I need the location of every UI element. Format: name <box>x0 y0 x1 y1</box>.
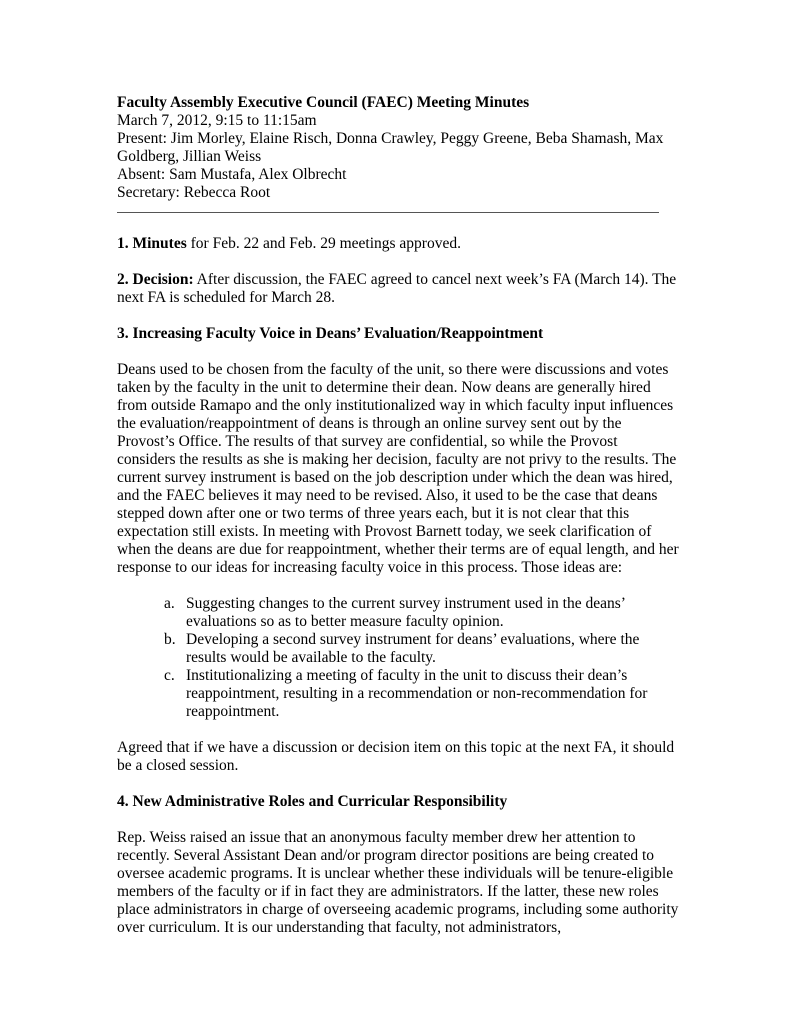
list-marker: c. <box>164 667 175 684</box>
section-heading-administrative-roles: 4. New Administrative Roles and Curricular Responsibility <box>117 793 508 810</box>
section-heading-deans-evaluation: 3. Increasing Faculty Voice in Deans’ Evaluation/Reappointment <box>117 325 544 342</box>
list-item-text: Developing a second survey instrument for deans’ evaluations, where the results would be available to the faculty. <box>186 631 640 666</box>
item-minutes-text: for Feb. 22 and Feb. 29 meetings approved. <box>186 235 461 252</box>
list-item <box>164 667 679 721</box>
list-item <box>164 631 679 667</box>
ideas-list <box>117 595 679 721</box>
administrative-roles-body: Rep. Weiss raised an issue that an anonymous faculty member drew her attention to recently. Several Assistant Dean and/or program director positions are being created to oversee academic programs. It is unclear whether these individuals will be tenure-eligible members of the faculty or if in fact they are administrators. If the latter, these new roles place administrators in charge of overseeing academic programs, including some authority over curriculum. It is our understanding that faculty, not administrators, <box>117 829 679 936</box>
list-item-text: Institutionalizing a meeting of faculty in the unit to discuss their dean’s reappointment, resulting in a recommendation or non-recommendation for reappointment. <box>186 667 648 720</box>
deans-evaluation-body: Deans used to be chosen from the faculty of the unit, so there were discussions and votes taken by the faculty in the unit to determine their dean. Now deans are generally hired from outside Ramapo and the only institutionalized way in which faculty input influences the evaluation/reappointment of deans is through an online survey sent out by the Provost’s Office. The results of that survey are confidential, so while the Provost considers the results as she is making her decision, faculty are not privy to the results. The current survey instrument is based on the job description under which the dean was hired, and the FAEC believes it may need to be revised. Also, it used to be the case that deans stepped down after one or two terms of three years each, but it is not clear that this expectation still exists. In meeting with Provost Barnett today, we seek clarification of when the deans are due for reappointment, whether their terms are of equal length, and her response to our ideas for increasing faculty voice in this process. Those ideas are: <box>117 361 679 576</box>
attendees-absent: Absent: Sam Mustafa, Alex Olbrecht <box>117 166 347 183</box>
deans-evaluation-closing: Agreed that if we have a discussion or decision item on this topic at the next FA, it should be a closed session. <box>117 739 675 774</box>
item-decision <box>117 271 679 307</box>
attendees-present: Present: Jim Morley, Elaine Risch, Donna Crawley, Peggy Greene, Beba Shamash, Max Goldberg, Jillian Weiss <box>117 130 664 165</box>
list-item <box>164 595 679 631</box>
header-divider <box>117 212 659 213</box>
document-title: Faculty Assembly Executive Council (FAEC) Meeting Minutes <box>117 94 530 111</box>
item-minutes <box>117 235 679 253</box>
list-item-text: Suggesting changes to the current survey instrument used in the deans’ evaluations so as to better measure faculty opinion. <box>186 595 625 630</box>
secretary-line: Secretary: Rebecca Root <box>117 184 271 201</box>
list-marker: b. <box>164 631 176 648</box>
item-decision-text: After discussion, the FAEC agreed to cancel next week’s FA (March 14). The next FA is scheduled for March 28. <box>117 271 677 306</box>
item-minutes-label: 1. Minutes <box>117 235 187 252</box>
item-decision-label: 2. Decision: <box>117 271 194 288</box>
meeting-date-time: March 7, 2012, 9:15 to 11:15am <box>117 112 317 129</box>
document-page <box>117 94 679 937</box>
list-marker: a. <box>164 595 175 612</box>
